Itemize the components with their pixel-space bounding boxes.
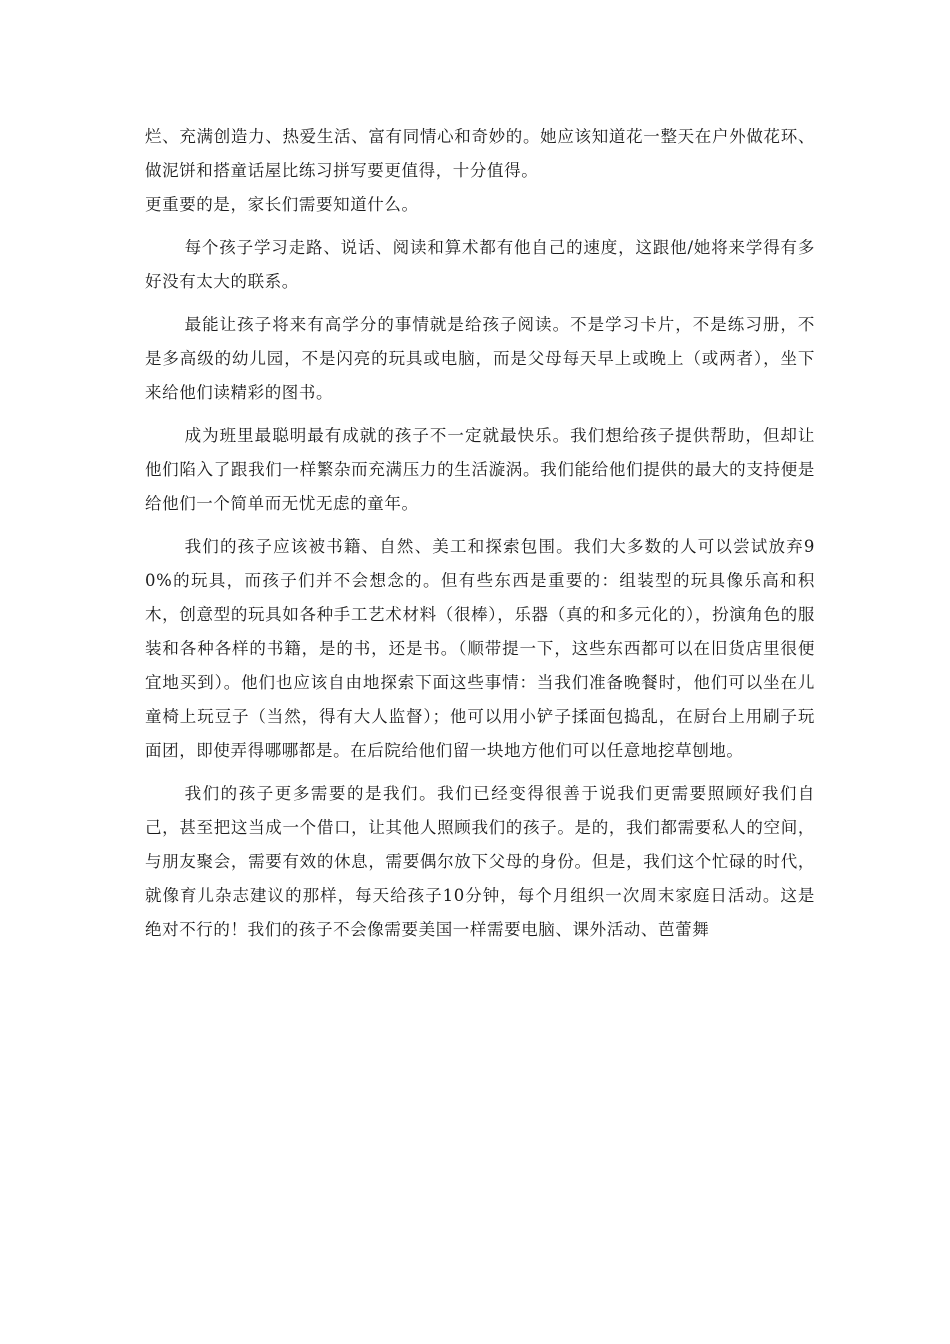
paragraph-5: 成为班里最聪明最有成就的孩子不一定就最快乐。我们想给孩子提供帮助，但却让他们陷入了跟我们一样繁杂而充满压力的生活漩涡。我们能给他们提供的最大的支持便是给他们一个简单而无忧无虑的童年。 bbox=[145, 426, 815, 513]
document-page bbox=[145, 120, 815, 947]
paragraph-3: 每个孩子学习走路、说话、阅读和算术都有他自己的速度，这跟他/她将来学得有多好没有太大的联系。 bbox=[145, 238, 815, 291]
paragraph-2: 更重要的是，家长们需要知道什么。 bbox=[145, 195, 419, 214]
paragraph-6: 我们的孩子应该被书籍、自然、美工和探索包围。我们大多数的人可以尝试放弃90%的玩具，而孩子们并不会想念的。但有些东西是重要的：组装型的玩具像乐高和积木，创意型的玩具如各种手工艺术材料（很棒），乐器（真的和多元化的），扮演角色的服装和各种各样的书籍，是的书，还是书。（顺带提一下，这些东西都可以在旧货店里很便宜地买到）。他们也应该自由地探索下面这些事情：当我们准备晚餐时，他们可以坐在儿童椅上玩豆子（当然，得有大人监督）；他可以用小铲子揉面包捣乱，在厨台上用刷子玩面团，即使弄得哪哪都是。在后院给他们留一块地方他们可以任意地挖草刨地。 bbox=[145, 537, 815, 760]
paragraph-4: 最能让孩子将来有高学分的事情就是给孩子阅读。不是学习卡片，不是练习册，不是多高级的幼儿园，不是闪亮的玩具或电脑，而是父母每天早上或晚上（或两者），坐下来给他们读精彩的图书。 bbox=[145, 315, 815, 402]
paragraph-1: 烂、充满创造力、热爱生活、富有同情心和奇妙的。她应该知道花一整天在户外做花环、做泥饼和搭童话屋比练习拼写要更值得，十分值得。 bbox=[145, 127, 815, 180]
paragraph-7: 我们的孩子更多需要的是我们。我们已经变得很善于说我们更需要照顾好我们自己，甚至把这当成一个借口，让其他人照顾我们的孩子。是的，我们都需要私人的空间，与朋友聚会，需要有效的休息，需要偶尔放下父母的身份。但是，我们这个忙碌的时代，就像育儿杂志建议的那样，每天给孩子10分钟，每个月组织一次周末家庭日活动。这是绝对不行的！我们的孩子不会像需要美国一样需要电脑、课外活动、芭蕾舞 bbox=[145, 784, 815, 939]
